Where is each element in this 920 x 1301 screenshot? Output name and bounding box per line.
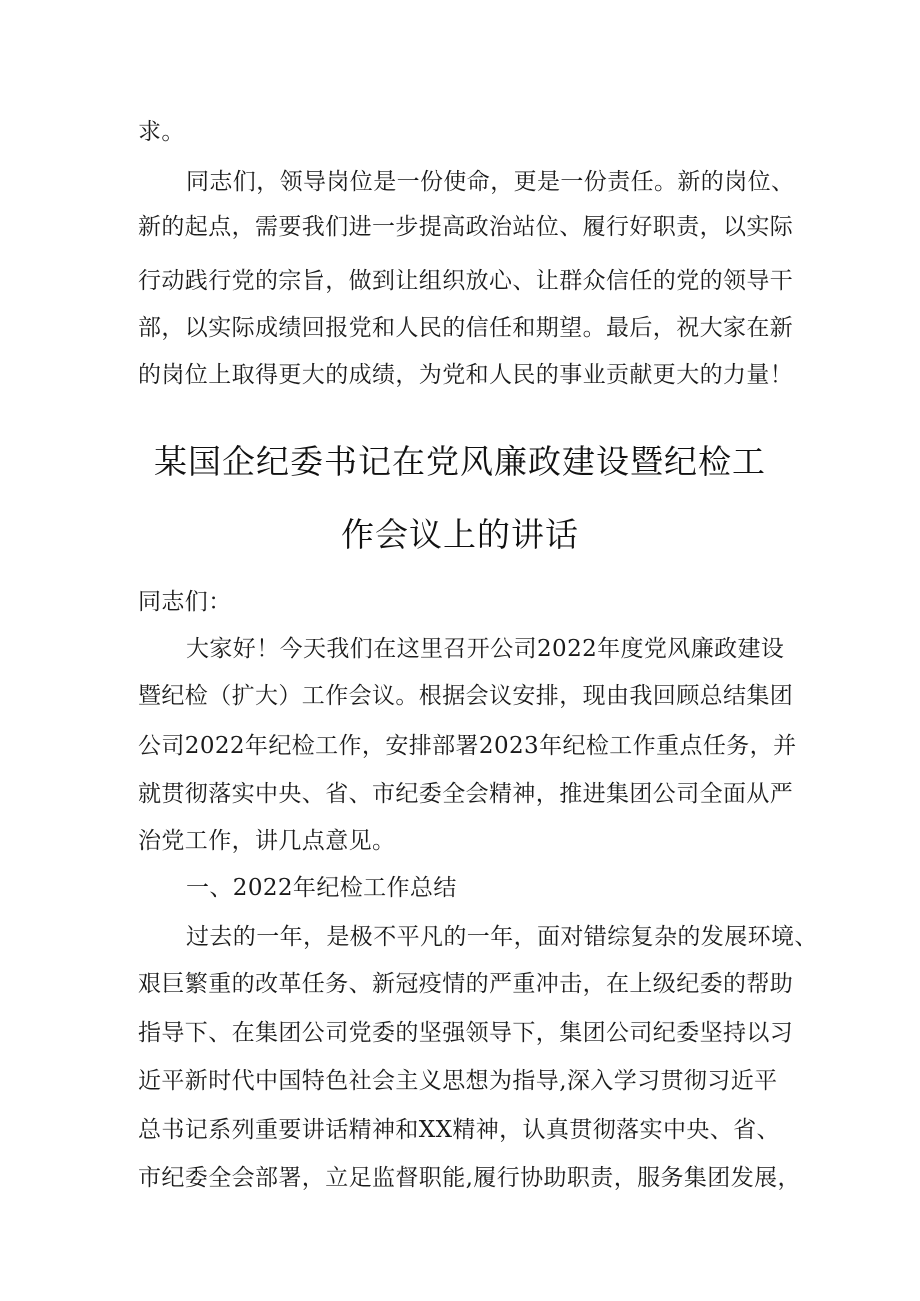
paragraph-line: 总书记系列重要讲话精神和XX精神，认真贯彻落实中央、省、 (138, 1117, 780, 1143)
paragraph-line: 近平新时代中国特色社会主义思想为指导,深入学习贯彻习近平 (138, 1068, 778, 1094)
paragraph-line: 治党工作，讲几点意见。 (138, 828, 396, 854)
paragraph-line: 就贯彻落实中央、省、市纪委全会精神，推进集团公司全面从严 (138, 781, 794, 807)
paragraph-line: 过去的一年，是极不平凡的一年，面对错综复杂的发展环境、 (186, 924, 818, 950)
paragraph-line: 的岗位上取得更大的成绩，为党和人民的事业贡献更大的力量！ (138, 362, 794, 388)
paragraph-line: 求。 (138, 119, 185, 145)
paragraph-line: 艰巨繁重的改革任务、新冠疫情的严重冲击，在上级纪委的帮助 (138, 971, 794, 997)
paragraph-line: 市纪委全会部署，立足监督职能,履行协助职责，服务集团发展， (138, 1165, 801, 1191)
paragraph-line: 公司2022年纪检工作，安排部署2023年纪检工作重点任务，并 (138, 733, 797, 759)
paragraph-line: 指导下、在集团公司党委的坚强领导下，集团公司纪委坚持以习 (138, 1020, 794, 1046)
section-heading: 一、2022年纪检工作总结 (186, 875, 457, 901)
paragraph-line: 行动践行党的宗旨，做到让组织放心、让群众信任的党的领导干 (138, 268, 794, 294)
paragraph-line: 部，以实际成绩回报党和人民的信任和期望。最后，祝大家在新 (138, 315, 794, 341)
paragraph-line: 大家好！今天我们在这里召开公司2022年度党风廉政建设 (186, 636, 785, 662)
paragraph-line: 同志们，领导岗位是一份使命，更是一份责任。新的岗位、 (186, 169, 795, 195)
paragraph-line: 暨纪检（扩大）工作会议。根据会议安排，现由我回顾总结集团 (138, 683, 794, 709)
speech-title-line-1: 某国企纪委书记在党风廉政建设暨纪检工 (154, 442, 766, 481)
paragraph-line: 新的起点，需要我们进一步提高政治站位、履行好职责，以实际 (138, 214, 794, 240)
salutation: 同志们： (138, 589, 232, 615)
speech-title-line-2: 作会议上的讲话 (341, 515, 579, 554)
